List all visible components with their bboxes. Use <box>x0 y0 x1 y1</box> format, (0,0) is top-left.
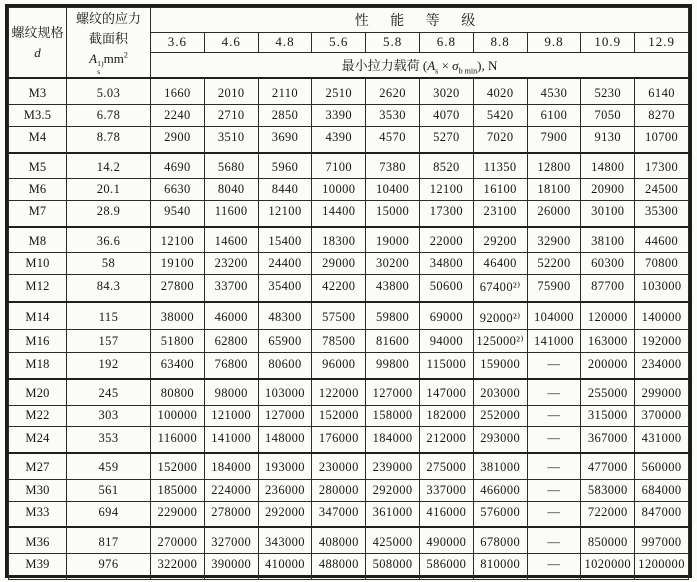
cell-load-value: 148000 <box>258 427 312 453</box>
cell-load-value: 684000 <box>635 479 689 501</box>
cell-load-value: 17300 <box>635 153 689 179</box>
header-thread-size-label: 螺纹规格 <box>11 24 64 40</box>
cell-load-value: 722000 <box>581 501 635 527</box>
cell-load-value: 35300 <box>635 201 689 227</box>
cell-load-value: 98000 <box>204 379 258 405</box>
cell-load-value: 416000 <box>419 501 473 527</box>
cell-load-value: 103000 <box>635 275 689 302</box>
cell-thread-size: M10 <box>9 253 67 275</box>
header-grade: 5.8 <box>366 32 420 52</box>
cell-load-value: 38100 <box>581 227 635 253</box>
cell-thread-size: M30 <box>9 479 67 501</box>
cell-load-value: 466000 <box>473 479 527 501</box>
cell-load-value: 100000 <box>151 405 205 427</box>
cell-load-value: 4020 <box>473 78 527 104</box>
cell-load-value: 158000 <box>366 405 420 427</box>
cell-load-value: — <box>527 427 581 453</box>
table-row <box>9 275 689 302</box>
cell-stress-area: 115 <box>67 302 151 329</box>
cell-load-value: 370000 <box>635 405 689 427</box>
cell-load-value: 60300 <box>581 253 635 275</box>
cell-load-value: 2010 <box>204 78 258 104</box>
cell-thread-size: M39 <box>9 553 67 579</box>
cell-load-value: 22000 <box>419 227 473 253</box>
cell-thread-size: M18 <box>9 353 67 379</box>
cell-load-value: 12100 <box>258 201 312 227</box>
min-load-area-symbol: A <box>427 57 436 73</box>
cell-load-value: 185000 <box>151 479 205 501</box>
cell-load-value: 229000 <box>151 501 205 527</box>
cell-thread-size: M5 <box>9 153 67 179</box>
cell-load-value: 252000 <box>473 405 527 427</box>
table-row <box>9 405 689 427</box>
cell-load-value: 65900 <box>258 330 312 353</box>
cell-load-value: 80800 <box>151 379 205 405</box>
cell-load-value: 2900 <box>151 126 205 152</box>
cell-load-value: 24400 <box>258 253 312 275</box>
header-thread-size <box>9 8 67 79</box>
cell-load-value: 29000 <box>312 253 366 275</box>
cell-load-value: 6140 <box>635 78 689 104</box>
cell-thread-size: M36 <box>9 527 67 553</box>
cell-load-value: 14400 <box>312 201 366 227</box>
cell-load-value: 278000 <box>204 501 258 527</box>
cell-load-value: 5420 <box>473 105 527 127</box>
cell-load-value: 347000 <box>312 501 366 527</box>
min-load-times-sign: × <box>438 57 453 73</box>
cell-load-value: 46400 <box>473 253 527 275</box>
min-load-prefix: 最小拉力载荷 ( <box>341 57 428 73</box>
cell-load-value: 18100 <box>527 179 581 201</box>
cell-load-value: 76800 <box>204 353 258 379</box>
cell-load-value: 10700 <box>635 126 689 152</box>
cell-load-value: 50600 <box>419 275 473 302</box>
cell-load-value: 23200 <box>204 253 258 275</box>
cell-load-value: 116000 <box>151 427 205 453</box>
table-row <box>9 179 689 201</box>
cell-load-value: 17300 <box>419 201 473 227</box>
cell-load-value: 140000 <box>635 302 689 329</box>
cell-load-value: 6630 <box>151 179 205 201</box>
cell-load-value: 2850 <box>258 105 312 127</box>
header-stress-area-formula <box>68 49 149 76</box>
header-grade: 9.8 <box>527 32 581 52</box>
cell-load-value: 34800 <box>419 253 473 275</box>
header-grade: 6.8 <box>419 32 473 52</box>
header-row-1 <box>9 8 689 33</box>
cell-load-value: 583000 <box>581 479 635 501</box>
cell-load-value: 270000 <box>151 527 205 553</box>
cell-load-value: 121000 <box>204 405 258 427</box>
cell-load-value: 3530 <box>366 105 420 127</box>
cell-stress-area: 817 <box>67 527 151 553</box>
min-load-sigma-symbol: σ <box>452 57 459 73</box>
cell-load-value: 390000 <box>204 553 258 579</box>
cell-thread-size: M24 <box>9 427 67 453</box>
cell-load-value: 30200 <box>366 253 420 275</box>
table-row <box>9 153 689 179</box>
cell-thread-size: M22 <box>9 405 67 427</box>
table-row <box>9 105 689 127</box>
cell-load-value: 275000 <box>419 453 473 479</box>
cell-load-value: 1020000 <box>581 553 635 579</box>
cell-load-value: 103000 <box>258 379 312 405</box>
cell-load-value: 120000 <box>581 302 635 329</box>
cell-load-value: 997000 <box>635 527 689 553</box>
table-header <box>9 8 689 79</box>
cell-load-value: 4570 <box>366 126 420 152</box>
cell-load-value: 57500 <box>312 302 366 329</box>
cell-load-value: 52200 <box>527 253 581 275</box>
cell-stress-area: 20.1 <box>67 179 151 201</box>
cell-load-value: 3510 <box>204 126 258 152</box>
cell-load-value: 2240 <box>151 105 205 127</box>
cell-load-value: 193000 <box>258 453 312 479</box>
cell-load-value: 477000 <box>581 453 635 479</box>
area-footnote-mark: 1) <box>97 59 104 68</box>
cell-load-value: 44600 <box>635 227 689 253</box>
min-load-sigma-subscript: b min <box>458 66 478 76</box>
cell-load-value: 23100 <box>473 201 527 227</box>
cell-load-value: 408000 <box>312 527 366 553</box>
cell-load-value: 425000 <box>366 527 420 553</box>
cell-load-value: 127000 <box>366 379 420 405</box>
min-load-area-subscript: s <box>435 66 439 76</box>
cell-load-value: 96000 <box>312 353 366 379</box>
cell-load-value: 11350 <box>473 153 527 179</box>
cell-load-value: 4690 <box>151 153 205 179</box>
cell-load-value: 63400 <box>151 353 205 379</box>
cell-load-value: 8040 <box>204 179 258 201</box>
cell-load-value: — <box>527 353 581 379</box>
cell-load-value: 152000 <box>151 453 205 479</box>
cell-load-value: 42200 <box>312 275 366 302</box>
cell-load-value: 431000 <box>635 427 689 453</box>
header-stress-area-line2: 截面积 <box>88 31 128 47</box>
header-grade: 4.8 <box>258 32 312 52</box>
cell-load-value: 38000 <box>151 302 205 329</box>
area-symbol: A <box>89 51 98 67</box>
cell-stress-area: 58 <box>67 253 151 275</box>
cell-load-value: 8520 <box>419 153 473 179</box>
cell-load-value: 292000 <box>366 479 420 501</box>
cell-load-value: 292000 <box>258 501 312 527</box>
cell-stress-area: 459 <box>67 453 151 479</box>
cell-load-value: 508000 <box>366 553 420 579</box>
area-unit: mm <box>103 51 124 67</box>
cell-load-value: 59800 <box>366 302 420 329</box>
table-row <box>9 453 689 479</box>
cell-load-value: 19100 <box>151 253 205 275</box>
header-grade: 4.6 <box>204 32 258 52</box>
cell-load-value: 30100 <box>581 201 635 227</box>
cell-load-value: 9130 <box>581 126 635 152</box>
cell-load-value: 184000 <box>204 453 258 479</box>
cell-load-value: 381000 <box>473 453 527 479</box>
cell-load-value: 2620 <box>366 78 420 104</box>
cell-load-value: 7900 <box>527 126 581 152</box>
cell-thread-size: M16 <box>9 330 67 353</box>
cell-load-value: 33700 <box>204 275 258 302</box>
header-performance-grade: 性 能 等 级 <box>151 8 689 33</box>
cell-load-value: 141000 <box>204 427 258 453</box>
cell-load-value: 576000 <box>473 501 527 527</box>
cell-load-value: 46000 <box>204 302 258 329</box>
cell-stress-area: 245 <box>67 379 151 405</box>
cell-load-value: 147000 <box>419 379 473 405</box>
cell-thread-size: M6 <box>9 179 67 201</box>
cell-load-value: 5270 <box>419 126 473 152</box>
cell-load-value: 7020 <box>473 126 527 152</box>
cell-thread-size: M12 <box>9 275 67 302</box>
cell-stress-area: 28.9 <box>67 201 151 227</box>
cell-load-value: 51800 <box>151 330 205 353</box>
header-stress-area <box>67 8 151 79</box>
cell-stress-area: 157 <box>67 330 151 353</box>
cell-load-value: 7380 <box>366 153 420 179</box>
cell-load-value: 20900 <box>581 179 635 201</box>
cell-load-value: — <box>527 501 581 527</box>
cell-load-value: 14600 <box>204 227 258 253</box>
cell-load-value: 236000 <box>258 479 312 501</box>
cell-load-value: 12800 <box>527 153 581 179</box>
cell-load-value: 26000 <box>527 201 581 227</box>
cell-load-value: 27800 <box>151 275 205 302</box>
cell-load-value: 163000 <box>581 330 635 353</box>
cell-load-value: 361000 <box>366 501 420 527</box>
cell-stress-area: 694 <box>67 501 151 527</box>
cell-load-value: 80600 <box>258 353 312 379</box>
cell-load-value: 81600 <box>366 330 420 353</box>
cell-load-value: 159000 <box>473 353 527 379</box>
header-stress-area-line1: 螺纹的应力 <box>75 11 141 26</box>
cell-load-value: 234000 <box>635 353 689 379</box>
cell-load-value: 410000 <box>258 553 312 579</box>
cell-load-value: 3020 <box>419 78 473 104</box>
cell-load-value: 19000 <box>366 227 420 253</box>
cell-load-value: 8440 <box>258 179 312 201</box>
cell-load-value: 16100 <box>473 179 527 201</box>
cell-thread-size: M14 <box>9 302 67 329</box>
cell-thread-size: M20 <box>9 379 67 405</box>
cell-load-value: 488000 <box>312 553 366 579</box>
cell-load-value: 255000 <box>581 379 635 405</box>
cell-load-value: 850000 <box>581 527 635 553</box>
thread-size-symbol: d <box>34 44 41 60</box>
cell-load-value: 5960 <box>258 153 312 179</box>
cell-load-value: 3690 <box>258 126 312 152</box>
cell-load-value: 4070 <box>419 105 473 127</box>
table-row <box>9 479 689 501</box>
cell-load-value: 810000 <box>473 553 527 579</box>
cell-stress-area: 84.3 <box>67 275 151 302</box>
tensile-load-table <box>8 7 689 580</box>
cell-load-value: — <box>527 479 581 501</box>
cell-load-value: 176000 <box>312 427 366 453</box>
cell-stress-area: 8.78 <box>67 126 151 152</box>
cell-thread-size: M8 <box>9 227 67 253</box>
header-min-load <box>151 53 689 79</box>
cell-load-value: — <box>527 379 581 405</box>
cell-load-value: 2710 <box>204 105 258 127</box>
area-unit-exponent: 2 <box>123 50 128 60</box>
table-row <box>9 553 689 579</box>
cell-load-value: 87700 <box>581 275 635 302</box>
cell-load-value: 337000 <box>419 479 473 501</box>
header-grade: 5.6 <box>312 32 366 52</box>
cell-load-value: 293000 <box>473 427 527 453</box>
cell-load-value: 70800 <box>635 253 689 275</box>
cell-load-value: 15000 <box>366 201 420 227</box>
cell-load-value: 29200 <box>473 227 527 253</box>
cell-load-value: 2510 <box>312 78 366 104</box>
min-load-suffix: ), N <box>477 57 498 73</box>
cell-load-value: 490000 <box>419 527 473 553</box>
cell-stress-area: 5.03 <box>67 78 151 104</box>
cell-load-value: 141000 <box>527 330 581 353</box>
cell-stress-area: 192 <box>67 353 151 379</box>
cell-load-value: 32900 <box>527 227 581 253</box>
cell-load-value: 92000²⁾ <box>473 302 527 329</box>
cell-load-value: 7050 <box>581 105 635 127</box>
cell-load-value: 10000 <box>312 179 366 201</box>
table-row <box>9 253 689 275</box>
cell-stress-area: 303 <box>67 405 151 427</box>
cell-load-value: 315000 <box>581 405 635 427</box>
cell-load-value: 152000 <box>312 405 366 427</box>
cell-load-value: 1200000 <box>635 553 689 579</box>
table-row <box>9 330 689 353</box>
cell-load-value: 239000 <box>366 453 420 479</box>
cell-load-value: 10400 <box>366 179 420 201</box>
cell-stress-area: 353 <box>67 427 151 453</box>
table-row <box>9 353 689 379</box>
cell-load-value: 1660 <box>151 78 205 104</box>
cell-load-value: — <box>527 527 581 553</box>
cell-load-value: 43800 <box>366 275 420 302</box>
header-grade: 3.6 <box>151 32 205 52</box>
cell-thread-size: M7 <box>9 201 67 227</box>
cell-load-value: 14800 <box>581 153 635 179</box>
cell-load-value: 125000²⁾ <box>473 330 527 353</box>
header-grade: 8.8 <box>473 32 527 52</box>
cell-load-value: 11600 <box>204 201 258 227</box>
cell-stress-area: 6.78 <box>67 105 151 127</box>
cell-load-value: 4390 <box>312 126 366 152</box>
cell-load-value: 12100 <box>419 179 473 201</box>
cell-load-value: — <box>527 553 581 579</box>
cell-load-value: 7100 <box>312 153 366 179</box>
cell-load-value: 104000 <box>527 302 581 329</box>
cell-load-value: 230000 <box>312 453 366 479</box>
cell-stress-area: 36.6 <box>67 227 151 253</box>
cell-load-value: 78500 <box>312 330 366 353</box>
cell-load-value: 35400 <box>258 275 312 302</box>
cell-load-value: 12100 <box>151 227 205 253</box>
cell-load-value: 99800 <box>366 353 420 379</box>
table-row <box>9 126 689 152</box>
cell-load-value: 8270 <box>635 105 689 127</box>
cell-stress-area: 14.2 <box>67 153 151 179</box>
table-row <box>9 78 689 104</box>
cell-load-value: 367000 <box>581 427 635 453</box>
cell-thread-size: M3 <box>9 78 67 104</box>
cell-load-value: 62800 <box>204 330 258 353</box>
table-row <box>9 302 689 329</box>
cell-load-value: 127000 <box>258 405 312 427</box>
cell-load-value: 69000 <box>419 302 473 329</box>
cell-load-value: 3390 <box>312 105 366 127</box>
cell-load-value: 184000 <box>366 427 420 453</box>
table-body <box>9 78 689 579</box>
cell-load-value: 182000 <box>419 405 473 427</box>
cell-load-value: 6100 <box>527 105 581 127</box>
cell-load-value: 200000 <box>581 353 635 379</box>
table-row <box>9 227 689 253</box>
table-row <box>9 501 689 527</box>
cell-load-value: 5230 <box>581 78 635 104</box>
table-row <box>9 201 689 227</box>
area-subscript: s <box>97 67 101 77</box>
cell-thread-size: M33 <box>9 501 67 527</box>
cell-thread-size: M4 <box>9 126 67 152</box>
cell-load-value: 2110 <box>258 78 312 104</box>
cell-thread-size: M3.5 <box>9 105 67 127</box>
cell-load-value: 847000 <box>635 501 689 527</box>
cell-load-value: 4530 <box>527 78 581 104</box>
cell-load-value: 322000 <box>151 553 205 579</box>
header-grade: 12.9 <box>635 32 689 52</box>
table-frame <box>5 4 692 578</box>
cell-load-value: 560000 <box>635 453 689 479</box>
cell-load-value: 586000 <box>419 553 473 579</box>
cell-thread-size: M27 <box>9 453 67 479</box>
cell-load-value: 203000 <box>473 379 527 405</box>
cell-load-value: 224000 <box>204 479 258 501</box>
table-row <box>9 527 689 553</box>
cell-load-value: 75900 <box>527 275 581 302</box>
cell-load-value: 299000 <box>635 379 689 405</box>
table-row <box>9 379 689 405</box>
cell-load-value: 343000 <box>258 527 312 553</box>
cell-load-value: 94000 <box>419 330 473 353</box>
cell-load-value: 327000 <box>204 527 258 553</box>
cell-load-value: 115000 <box>419 353 473 379</box>
cell-load-value: 9540 <box>151 201 205 227</box>
cell-load-value: — <box>527 453 581 479</box>
cell-load-value: 24500 <box>635 179 689 201</box>
header-grade: 10.9 <box>581 32 635 52</box>
cell-load-value: 15400 <box>258 227 312 253</box>
cell-load-value: 5680 <box>204 153 258 179</box>
cell-load-value: 192000 <box>635 330 689 353</box>
cell-load-value: 18300 <box>312 227 366 253</box>
cell-load-value: 48300 <box>258 302 312 329</box>
cell-load-value: 122000 <box>312 379 366 405</box>
cell-load-value: 67400²⁾ <box>473 275 527 302</box>
header-thread-size-symbol <box>10 43 65 63</box>
cell-load-value: 212000 <box>419 427 473 453</box>
table-row <box>9 427 689 453</box>
cell-load-value: 280000 <box>312 479 366 501</box>
cell-stress-area: 561 <box>67 479 151 501</box>
cell-stress-area: 976 <box>67 553 151 579</box>
cell-load-value: 678000 <box>473 527 527 553</box>
cell-load-value: — <box>527 405 581 427</box>
